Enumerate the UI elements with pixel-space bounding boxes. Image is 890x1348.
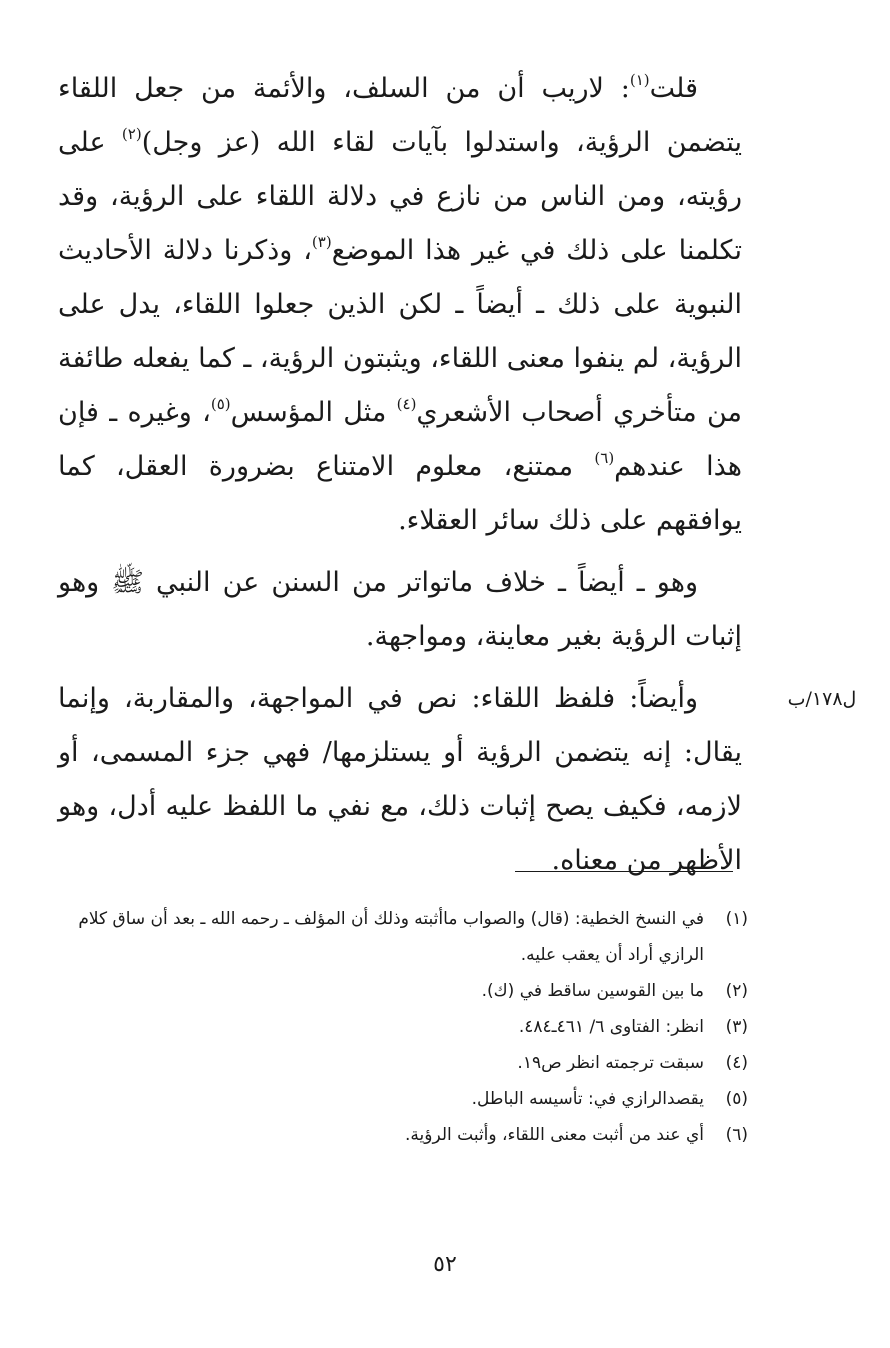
page-number: ٥٢ [433,1252,457,1277]
footnote-item [58,1081,748,1117]
body-paragraph [58,62,742,548]
text-run: على رؤيته، ومن الناس من نازع في دلالة اللقاء على الرؤية، وقد تكلمنا على ذلك في غير هذا الموضع [58,127,742,266]
footnote-item [58,1009,748,1045]
text-run: ، وذكرنا دلالة الأحاديث النبوية على ذلك ـ أيضاً ـ لكن الذين جعلوا اللقاء، يدل على الرؤية، لم ينفوا معنى اللقاء، ويثبتون الرؤية، ـ كما يفعله طائفة من متأخري أصحاب الأشعري [58,235,742,428]
footnote-separator [515,871,733,872]
footnote-number: (٦) [725,1125,748,1145]
text-run: : لاريب أن من السلف، والأئمة من جعل اللقاء يتضمن الرؤية، واستدلوا بآيات لقاء الله (عز وجل) [58,73,742,158]
footnote-item [58,973,748,1009]
main-text [58,62,742,896]
footnote-item [58,1045,748,1081]
footnote-item [58,1117,748,1153]
body-paragraph [58,556,742,664]
footnote-text: انظر: الفتاوى ٦/ ٤٦١ـ٤٨٤. [518,1017,704,1037]
footnote-text: ما بين القوسين ساقط في (ك). [481,981,704,1001]
body-paragraph [58,672,742,888]
footnote-reference: (٥) [210,395,231,413]
footnotes [58,901,748,1153]
footnote-reference: (٦) [594,449,615,467]
text-run: مثل المؤسس [230,397,397,428]
footnote-text: يقصدالرازي في: تأسيسه الباطل. [471,1089,704,1109]
manuscript-folio-note: ل١٧٨/ب [787,688,857,710]
footnote-reference: (٢) [121,125,142,143]
footnote-number: (٢) [725,981,748,1001]
footnote-text: أي عند من أثبت معنى اللقاء، وأثبت الرؤية. [404,1125,704,1145]
footnote-reference: (٤) [396,395,417,413]
footnote-number: (٤) [725,1053,748,1073]
footnote-item [58,901,748,973]
footnote-number: (٥) [725,1089,748,1109]
footnote-number: (٣) [725,1017,748,1037]
footnote-text: في النسخ الخطية: (قال) والصواب ماأثبته وذلك أن المؤلف ـ رحمه الله ـ بعد أن ساق كلام الرازي أراد أن يعقب عليه. [78,909,704,965]
text-run: ممتنع، معلوم الامتناع بضرورة العقل، كما يوافقهم على ذلك سائر العقلاء. [58,451,742,536]
text-run: وهو ـ أيضاً ـ خلاف ماتواتر من السنن عن النبي ﷺ وهو إثبات الرؤية بغير معاينة، ومواجهة. [58,567,742,652]
footnote-reference: (١) [629,71,650,89]
text-run: ، وغيره ـ فإن هذا عندهم [58,397,742,482]
footnote-reference: (٣) [311,233,332,251]
footnote-text: سبقت ترجمته انظر ص١٩. [517,1053,704,1073]
text-run: وأيضاً: فلفظ اللقاء: نص في المواجهة، والمقاربة، وإنما يقال: إنه يتضمن الرؤية أو يستلزمها/ فهي جزء المسمى، أو لازمه، فكيف يصح إثبات ذلك، مع نفي ما اللفظ عليه أدل، وهو الأظهر من معناه. [58,683,742,876]
text-run: قلت [649,73,698,104]
footnote-number: (١) [725,909,748,929]
